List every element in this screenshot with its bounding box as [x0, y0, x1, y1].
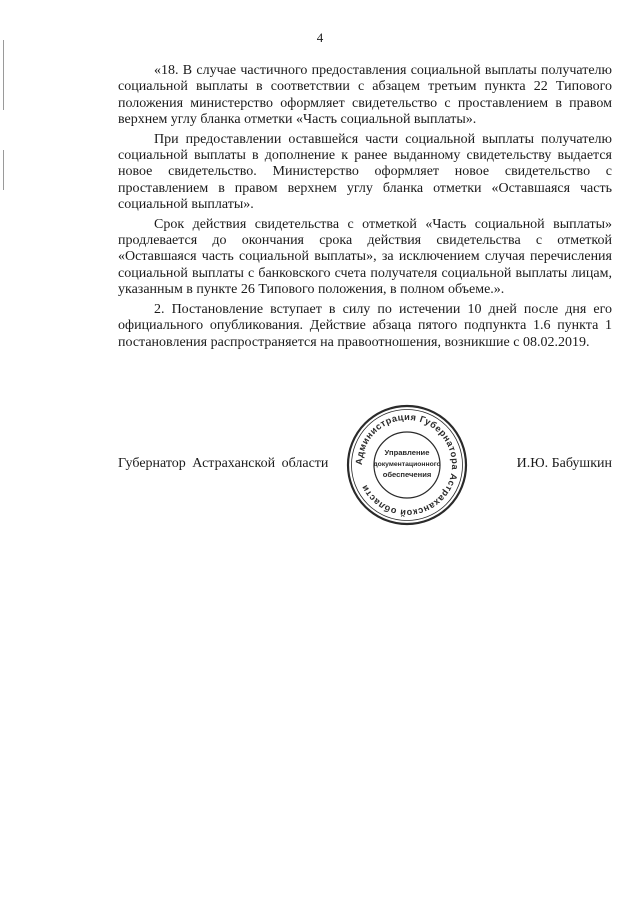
official-seal	[345, 403, 469, 527]
seal-center-line-2: документационного	[373, 461, 441, 468]
paragraph-entry-into-force: 2. Постановление вступает в силу по истечении 10 дней после дня его официального опубликования. Действие абзаца пятого подпункта 1.6 пункта 1 постановления распространяется на правоотношения, возникшие с 08.02.2019.	[118, 301, 612, 350]
signatory-title: Губернатор Астраханской области	[118, 456, 329, 471]
document-body	[118, 63, 612, 351]
page-number: 4	[316, 30, 324, 45]
paragraph-validity-period: Срок действия свидетельства с отметкой «Часть социальной выплаты» продлевается до окончания срока действия свидетельства с отметкой «Оставшаяся часть социальной выплаты», за исключением случая перечисления социальной выплаты с банковского счета получателя социальной выплаты лицам, указанным в пункте 26 Типового положения, в полном объеме.».	[118, 216, 612, 298]
seal-ring-textpath: Администрация Губернатора Астраханской области	[353, 411, 461, 519]
paragraph-item-18: «18. В случае частичного предоставления социальной выплаты получателю социальной выплаты в соответствии с абзацем третьим пункта 22 Типового положения министерство оформляет свидетельство с проставлением в правом верхнем углу бланка отметки «Часть социальной выплаты».	[118, 63, 612, 128]
signatory-name: И.Ю. Бабушкин	[516, 456, 612, 471]
seal-center-line-1: Управление	[384, 448, 430, 457]
scan-margin-mark	[3, 40, 4, 110]
paragraph-remaining-payment: При предоставлении оставшейся части социальной выплаты получателю социальной выплаты в дополнение к ранее выданному свидетельству выдается новое свидетельство. Министерство оформляет новое свидетельство с проставлением в правом верхнем углу бланка отметки «Оставшаяся часть социальной выплаты».	[118, 131, 612, 213]
scan-margin-mark	[3, 150, 4, 190]
seal-center-line-3: обеспечения	[382, 470, 432, 479]
